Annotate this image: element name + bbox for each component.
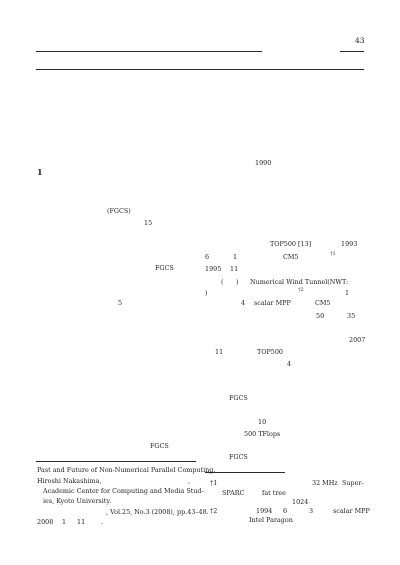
- footnote-2-scalar: scalar MPP: [333, 507, 370, 515]
- right-text-1b: 1: [345, 289, 350, 297]
- right-text-top500: TOP500: [257, 348, 283, 356]
- footnote-1-sparc: SPARC: [222, 489, 245, 497]
- citation-volume: , Vol.25, No.3 (2008), pp.43–48.: [106, 508, 209, 516]
- footnote-1-fattree: fat tree: [262, 489, 286, 497]
- page-number: 43: [355, 36, 365, 45]
- right-text-1993: 1993: [341, 240, 358, 248]
- right-text-paren-close-2: ): [205, 289, 208, 297]
- footnote-1-mark: †1: [210, 479, 218, 487]
- footnote-2-6: 6: [283, 507, 288, 515]
- affiliation-university: ies, Kyoto University.: [43, 497, 112, 505]
- left-text-fgcs-2: FGCS: [150, 442, 169, 450]
- right-text-cm5-2: CM5: [315, 299, 331, 307]
- footnote-rule: [205, 472, 285, 473]
- right-text-paren-open: (: [221, 278, 224, 286]
- right-text-1a: 1: [233, 253, 238, 261]
- received-year: 2008: [37, 518, 54, 526]
- affiliation-title-en: Past and Future of Non-Numerical Parallel Computing.: [37, 466, 216, 474]
- right-text-1990: 1990: [255, 159, 272, 167]
- left-text-fgcs-1: FGCS: [155, 264, 174, 272]
- right-text-fgcs-3: FGCS: [229, 394, 248, 402]
- right-text-fgcs-4: FGCS: [229, 453, 248, 461]
- right-text-scalar-mpp: scalar MPP: [254, 299, 291, 307]
- section-number: 1: [37, 167, 43, 177]
- received-month: 1: [62, 518, 67, 526]
- affiliation-author: Hiroshi Nakashima,: [37, 477, 102, 485]
- right-text-4: 4: [241, 299, 246, 307]
- footnote-2-mark: †2: [210, 507, 218, 515]
- right-text-2007: 2007: [349, 336, 366, 344]
- right-text-35: 35: [347, 312, 356, 320]
- footnote-2-paragon: Intel Paragon: [249, 516, 293, 524]
- right-text-top500-ref: TOP500 [13]: [270, 240, 312, 248]
- footnote-2-3: 3: [309, 507, 314, 515]
- right-text-10: 10: [258, 418, 267, 426]
- right-text-500tflops: 500 TFlops: [244, 430, 281, 438]
- right-text-cm5-1: CM5: [283, 253, 299, 261]
- footnote-1-1024: 1024: [292, 498, 309, 506]
- affiliation-rule: [36, 461, 196, 462]
- header-rule-left: [36, 51, 262, 52]
- received-day: 11: [77, 518, 86, 526]
- title-rule: [36, 69, 364, 70]
- right-text-11b: 11: [215, 348, 224, 356]
- affiliation-author-comma: ,: [188, 477, 191, 485]
- right-text-11a: 11: [230, 265, 239, 273]
- footnote-1-mhz: 32 MHz: [312, 479, 338, 487]
- right-text-paren-close: ): [236, 278, 239, 286]
- left-text-5: 5: [118, 299, 123, 307]
- received-dot: .: [101, 518, 104, 526]
- right-text-1995: 1995: [205, 265, 222, 273]
- right-text-50: 50: [316, 312, 325, 320]
- right-text-6: 6: [205, 253, 210, 261]
- left-text-fgcs-paren: (FGCS): [107, 207, 131, 215]
- affiliation-center: Academic Center for Computing and Media Stud-: [43, 487, 204, 495]
- right-text-fn-mark-2: †2: [298, 287, 304, 293]
- footnote-2-1994: 1994: [256, 507, 273, 515]
- right-text-nwt: Numerical Wind Tunnel(NWT:: [250, 278, 349, 286]
- left-text-15: 15: [144, 219, 153, 227]
- footnote-1-super: Super-: [342, 479, 364, 487]
- header-rule-right: [340, 51, 364, 52]
- right-text-4b: 4: [287, 360, 292, 368]
- right-text-fn-mark-1: †1: [330, 251, 336, 257]
